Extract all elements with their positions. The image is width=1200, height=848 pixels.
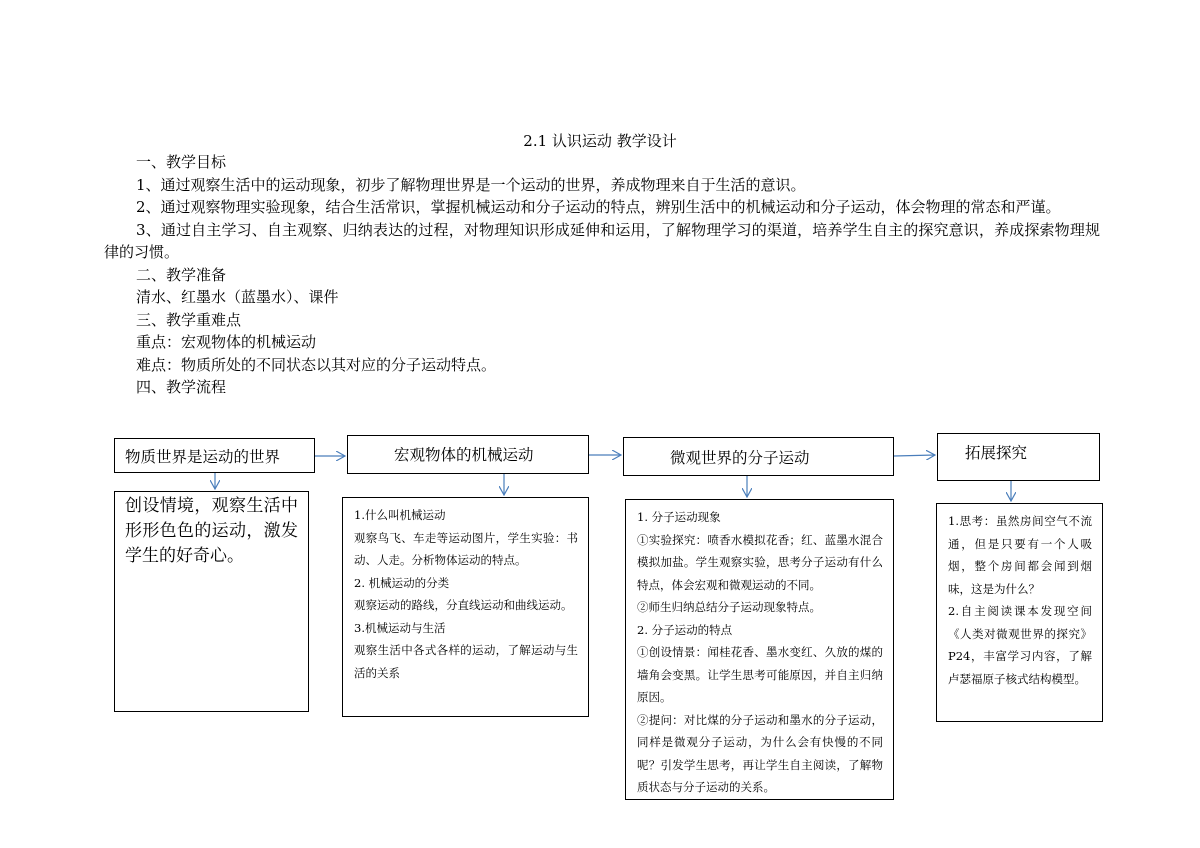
stage-3-line: ①创设情景：闻桂花香、墨水变红、久放的煤的墙角会变黑。让学生思考可能原因，并自主归纳原因。	[637, 645, 883, 704]
goal-item-2: 2、通过观察物理实验现象，结合生活常识，掌握机械运动和分子运动的特点，辨别生活中的机械运动和分子运动，体会物理的常态和严谨。	[136, 198, 1061, 216]
stage-2-line: 观察鸟飞、车走等运动图片，学生实验：书动、人走。分析物体运动的特点。	[354, 530, 578, 567]
flow-stage-4-content	[936, 503, 1103, 722]
section-heading-key-points: 三、教学重难点	[136, 310, 242, 329]
goal-item-3: 3、通过自主学习、自主观察、归纳表达的过程，对物理知识形成延伸和运用，了解物理学习的渠道，培养学生自主的探究意识，养成探索物理规律的习惯。	[104, 220, 1100, 261]
difficulty-point: 难点：物质所处的不同状态以其对应的分子运动特点。	[136, 355, 497, 374]
stage-3-line: ②师生归纳总结分子运动现象特点。	[637, 600, 821, 614]
stage-2-line: 2. 机械运动的分类	[354, 575, 450, 590]
stage-3-line: ①实验探究：喷香水模拟花香；红、蓝墨水混合模拟加盐。学生观察实验，思考分子运动有什么特点，体会宏观和微观运动的不同。	[637, 532, 883, 592]
section-heading-process: 四、教学流程	[136, 378, 227, 396]
flow-stage-1-title: 物质世界是运动的世界	[114, 438, 315, 473]
key-point: 重点：宏观物体的机械运动	[136, 333, 317, 351]
flow-stage-2-title: 宏观物体的机械运动	[347, 435, 589, 474]
section-heading-preparation: 二、教学准备	[136, 265, 227, 284]
stage-2-line: 1.什么叫机械运动	[354, 508, 446, 522]
preparation-content: 清水、红墨水（蓝墨水）、课件	[136, 288, 339, 306]
stage-1-line: 创设情境，观察生活中形形色色的运动，激发学生的好奇心。	[125, 496, 298, 566]
stage-3-line: 1. 分子运动现象	[637, 510, 721, 524]
flow-stage-3-title: 微观世界的分子运动	[623, 437, 894, 476]
flow-stage-3-content	[625, 499, 894, 800]
arrow-right-3	[894, 455, 935, 456]
section-heading-goals: 一、教学目标	[136, 153, 227, 171]
stage-2-line: 观察运动的路线，分直线运动和曲线运动。	[354, 598, 573, 612]
stage-2-line: 3.机械运动与生活	[354, 620, 446, 635]
stage-4-line: 2.自主阅读课本发现空间《人类对微观世界的探究》P24，丰富学习内容，了解卢瑟福原子核式结构模型。	[948, 604, 1092, 686]
stage-3-line: 2. 分子运动的特点	[637, 622, 733, 637]
goal-item-1: 1、通过观察生活中的运动现象，初步了解物理世界是一个运动的世界，养成物理来自于生活的意识。	[136, 175, 806, 194]
flow-stage-1-content	[114, 491, 309, 712]
flow-stage-4-title: 拓展探究	[937, 433, 1100, 481]
stage-3-line: ②提问：对比煤的分子运动和墨水的分子运动，同样是微观分子运动，为什么会有快慢的不同呢？引发学生思考，再让学生自主阅读，了解物质状态与分子运动的关系。	[637, 712, 883, 794]
flow-stage-2-content	[342, 497, 589, 717]
stage-2-line: 观察生活中各式各样的运动，了解运动与生活的关系	[354, 643, 578, 680]
page-title: 2.1 认识运动 教学设计	[523, 132, 677, 150]
stage-4-line: 1.思考：虽然房间空气不流通，但是只要有一个人吸烟，整个房间都会闻到烟味，这是为什么？	[948, 514, 1092, 596]
